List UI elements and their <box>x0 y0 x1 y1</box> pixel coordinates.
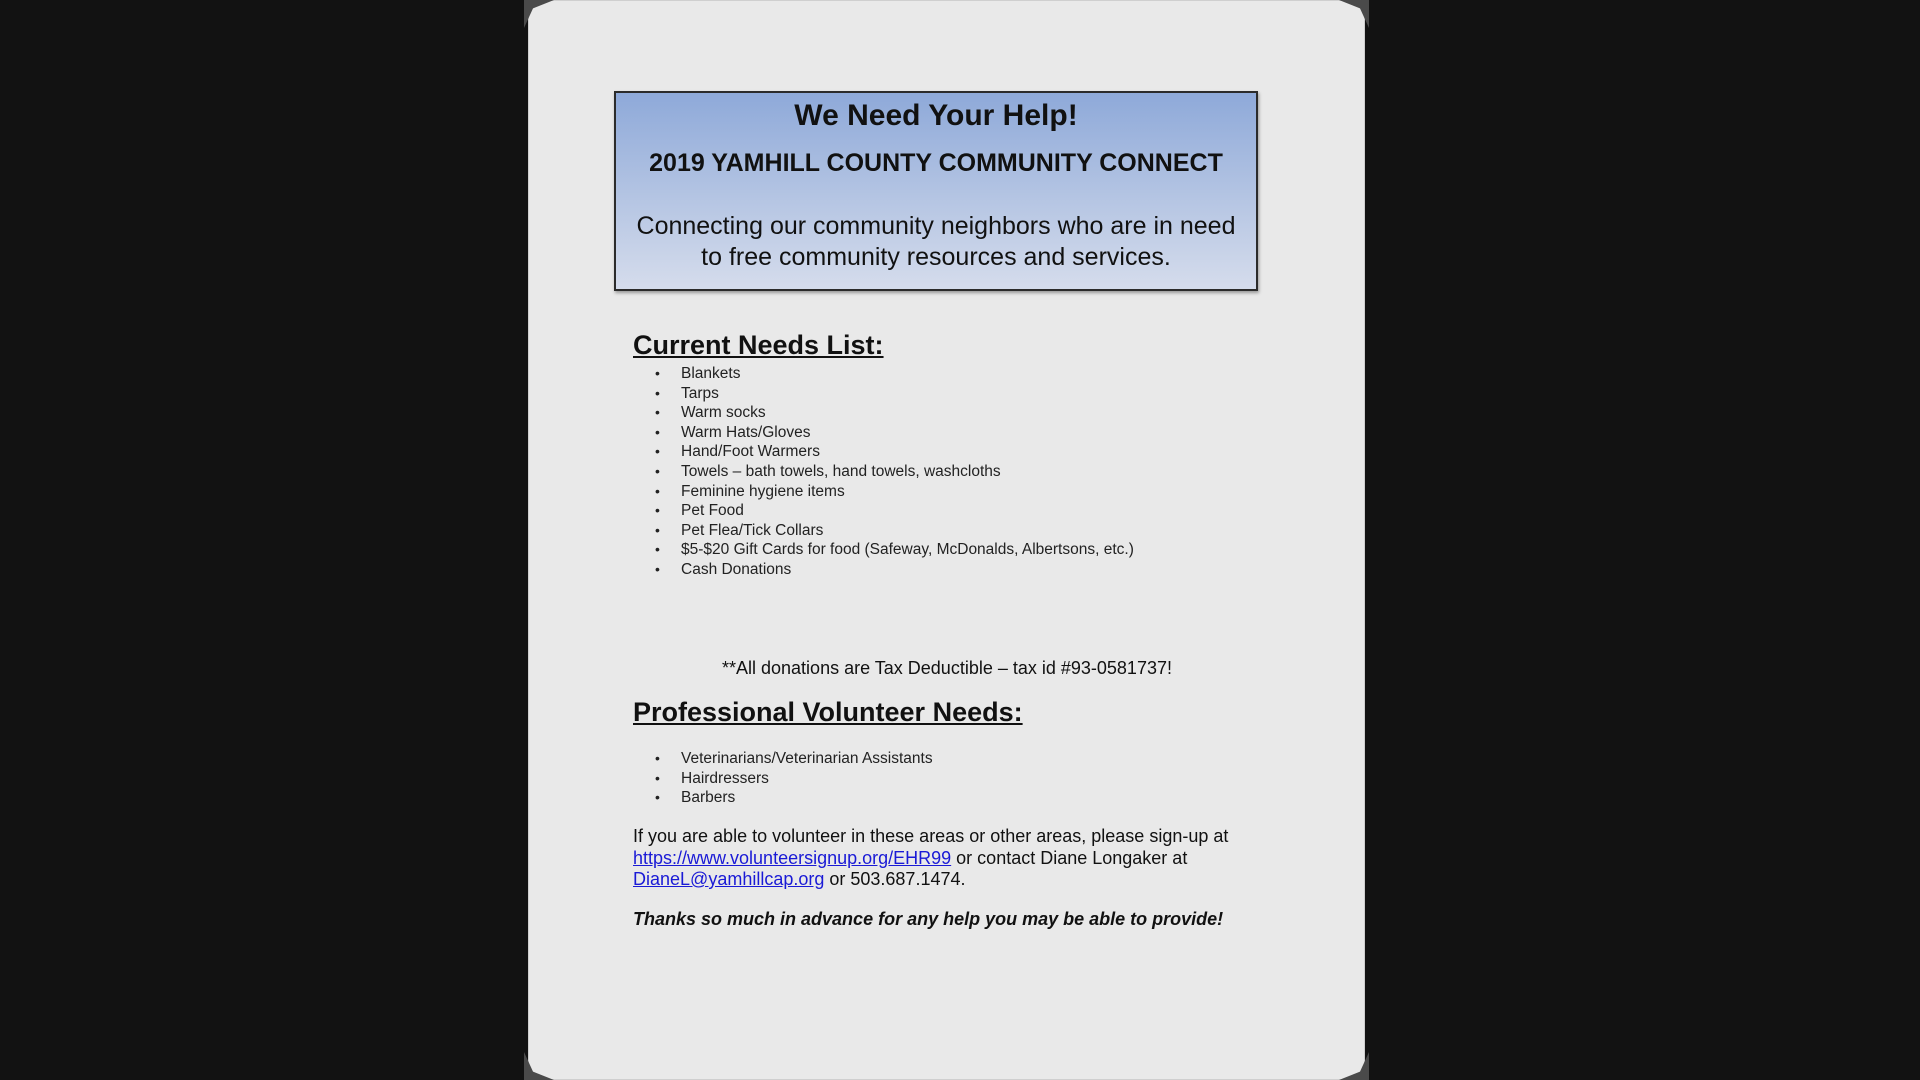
list-item-label: Barbers <box>681 789 736 807</box>
signup-link[interactable]: https://www.volunteersignup.org/EHR99 <box>633 847 952 868</box>
volunteer-needs-heading: Professional Volunteer Needs: <box>633 697 1023 727</box>
list-item-label: Towels – bath towels, hand towels, washcloths <box>681 462 1001 480</box>
list-item-label: Tarps <box>681 384 719 402</box>
list-item <box>655 403 1134 423</box>
list-item-label: Veterinarians/Veterinarian Assistants <box>681 750 933 767</box>
bullet-icon: • <box>655 404 660 421</box>
list-item <box>655 540 1134 560</box>
bullet-icon: • <box>655 443 660 460</box>
bullet-icon: • <box>655 521 660 538</box>
header-banner <box>614 91 1258 291</box>
contact-intro: If you are able to volunteer in these areas or other areas, please sign-up at <box>633 826 1229 846</box>
list-item-label: Warm Hats/Gloves <box>681 423 811 441</box>
list-item-label: Blankets <box>681 365 741 382</box>
list-item <box>655 384 1134 404</box>
list-item <box>655 482 1134 502</box>
bullet-icon: • <box>655 769 660 786</box>
bullet-icon: • <box>655 384 660 401</box>
list-item-label: Cash Donations <box>681 560 792 578</box>
list-item <box>655 501 1134 521</box>
volunteer-needs-list <box>655 749 933 808</box>
header-subtitle: 2019 YAMHILL COUNTY COMMUNITY CONNECT <box>649 149 1223 177</box>
bullet-icon: • <box>655 462 660 479</box>
header-description: Connecting our community neighbors who are in need to free community resources and services. <box>636 212 1236 271</box>
list-item <box>655 769 933 789</box>
list-item <box>655 442 1134 462</box>
list-item <box>655 788 933 808</box>
list-item <box>655 364 1134 384</box>
bullet-icon: • <box>655 365 660 381</box>
list-item-label: Feminine hygiene items <box>681 482 845 500</box>
tax-deductible-note: **All donations are Tax Deductible – tax id #93-0581737! <box>722 658 1172 678</box>
thanks-note: Thanks so much in advance for any help you may be able to provide! <box>633 909 1224 929</box>
bullet-icon: • <box>655 541 660 558</box>
bullet-icon: • <box>655 502 660 519</box>
bullet-icon: • <box>655 750 660 766</box>
email-link[interactable]: DianeL@yamhillcap.org <box>633 869 825 889</box>
list-item-label: Hand/Foot Warmers <box>681 443 820 461</box>
current-needs-heading: Current Needs List: <box>633 330 884 360</box>
list-item <box>655 423 1134 443</box>
list-item <box>655 749 933 769</box>
list-item-label: Pet Food <box>681 502 744 520</box>
current-needs-list <box>655 364 1134 580</box>
list-item-label: Pet Flea/Tick Collars <box>681 521 824 539</box>
list-item-label: Warm socks <box>681 404 766 422</box>
list-item-label: Hairdressers <box>681 769 769 787</box>
header-title: We Need Your Help! <box>794 99 1078 132</box>
contact-middle: or contact Diane Longaker at <box>951 847 1188 868</box>
list-item <box>655 560 1134 580</box>
bullet-icon: • <box>655 789 660 806</box>
list-item <box>655 462 1134 482</box>
bullet-icon: • <box>655 423 660 440</box>
bullet-icon: • <box>655 482 660 499</box>
contact-phone: or 503.687.1474. <box>824 869 966 889</box>
contact-paragraph <box>633 826 1273 891</box>
list-item <box>655 521 1134 541</box>
bullet-icon: • <box>655 560 660 577</box>
list-item-label: $5-$20 Gift Cards for food (Safeway, McDonalds, Albertsons, etc.) <box>681 541 1134 559</box>
